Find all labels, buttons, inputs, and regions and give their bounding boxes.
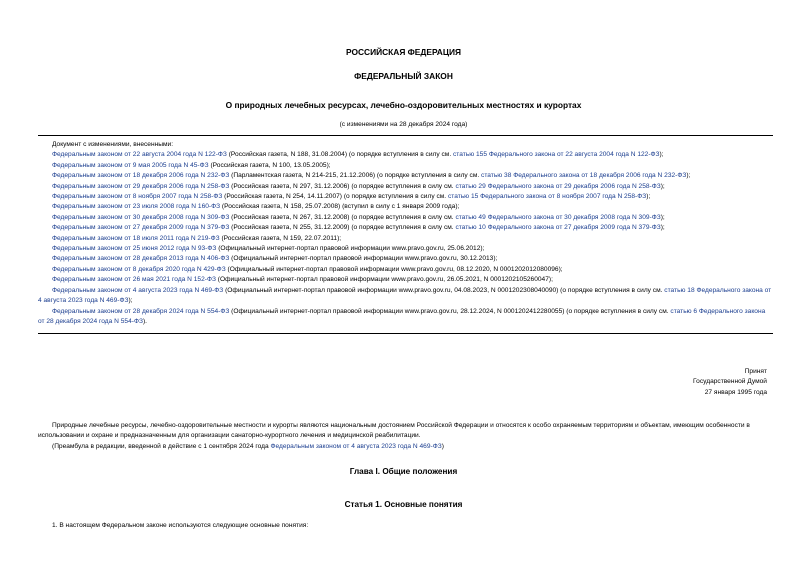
amendment-item <box>38 171 773 181</box>
amendment-article-link[interactable]: статью 49 Федерального закона от 30 декабря 2008 года N 309-ФЗ <box>455 213 661 221</box>
amendment-source: (Официальный интернет-портал правовой информации www.pravo.gov.ru, 28.12.2024, N 0001202412280055) (о порядке вступления в силу см. <box>229 307 671 315</box>
amendments-intro: Документ с изменениями, внесенными: <box>52 141 174 148</box>
amendment-tail: ); <box>660 224 665 232</box>
adoption-line-duma: Государственной Думой <box>693 378 767 386</box>
law-type-heading: ФЕДЕРАЛЬНЫЙ ЗАКОН <box>354 71 453 81</box>
preamble-note-suffix: ) <box>441 442 444 450</box>
preamble-note <box>38 442 773 452</box>
amendment-source: (Официальный интернет-портал правовой информации www.pravo.gov.ru, 04.08.2023, N 0001202308040090) (о порядке вступления в силу см. <box>223 286 665 294</box>
amendment-tail: ). <box>142 317 147 325</box>
law-title: О природных лечебных ресурсах, лечебно-оздоровительных местностях и курортах <box>225 100 582 110</box>
amendment-tail: ); <box>686 172 691 180</box>
amendment-source: (Официальный интернет-портал правовой информации www.pravo.gov.ru, 25.06.2012); <box>216 245 485 253</box>
amendment-item <box>38 213 773 223</box>
amendment-law-link[interactable]: Федеральным законом от 29 декабря 2006 года N 258-ФЗ <box>52 182 230 190</box>
adoption-line-accepted: Принят <box>744 368 767 375</box>
amendment-tail: ); <box>660 182 665 190</box>
amendment-law-link[interactable]: Федеральным законом от 8 ноября 2007 года N 258-ФЗ <box>52 193 223 201</box>
amendment-law-link[interactable]: Федеральным законом от 28 декабря 2013 года N 406-ФЗ <box>52 255 230 263</box>
amendment-source: (Российская газета, N 267, 31.12.2008) (о порядке вступления в силу см. <box>229 213 456 221</box>
amendment-tail: ); <box>659 151 664 159</box>
amendment-article-link[interactable]: статью 18 Федерального закона от 4 августа 2023 года N 469-ФЗ <box>38 286 772 305</box>
amendment-source: (Российская газета, N 159, 22.07.2011); <box>219 234 342 242</box>
amendments-list <box>38 150 773 327</box>
amendment-source: (Российская газета, N 254, 14.11.2007) (о порядке вступления в силу см. <box>222 193 448 201</box>
amendment-source: (Официальный интернет-портал правовой информации www.pravo.gov.ru, 30.12.2013); <box>229 255 498 263</box>
preamble-note-link[interactable]: Федеральным законом от 4 августа 2023 года N 469-ФЗ <box>270 442 442 450</box>
amendment-article-link[interactable]: статью 6 Федерального закона от 28 декабря 2024 года N 554-ФЗ <box>38 307 766 325</box>
amendment-law-link[interactable]: Федеральным законом от 4 августа 2023 года N 469-ФЗ <box>52 286 224 294</box>
amendment-tail: ); <box>660 213 665 221</box>
amendment-article-link[interactable]: статью 15 Федерального закона от 8 ноября 2007 года N 258-ФЗ <box>447 193 647 201</box>
amendment-law-link[interactable]: Федеральным законом от 8 декабря 2020 года N 429-ФЗ <box>52 265 226 273</box>
amendment-item <box>38 265 773 275</box>
adoption-info <box>693 367 767 398</box>
article-text: 1. В настоящем Федеральном законе используются следующие основные понятия: <box>52 522 309 529</box>
amendment-item <box>38 192 773 202</box>
preamble-note-prefix: (Преамбула в редакции, введенной в действие с 1 сентября 2024 года <box>52 442 271 450</box>
article-heading: Статья 1. Основные понятия <box>344 500 463 509</box>
amendment-item <box>38 234 773 244</box>
amendment-article-link[interactable]: статью 29 Федерального закона от 29 декабря 2006 года N 258-ФЗ <box>455 182 661 190</box>
amendment-article-link[interactable]: статью 155 Федерального закона от 22 августа 2004 года N 122-ФЗ <box>453 151 660 159</box>
amendment-source: (Официальный интернет-портал правовой информации www.pravo.gov.ru, 26.05.2021, N 0001202105260047); <box>215 276 553 284</box>
adoption-line-date: 27 января 1995 года <box>704 388 767 396</box>
amendment-item <box>38 202 773 212</box>
amendment-law-link[interactable]: Федеральным законом от 26 мая 2021 года N 152-ФЗ <box>52 276 216 284</box>
amendment-law-link[interactable]: Федеральным законом от 22 августа 2004 года N 122-ФЗ <box>52 151 227 159</box>
amendment-source: (Российская газета, N 255, 31.12.2009) (о порядке вступления в силу см. <box>229 224 456 232</box>
chapter-heading: Глава I. Общие положения <box>349 467 458 476</box>
amendment-source: (Парламентская газета, N 214-215, 21.12.2006) (о порядке вступления в силу см. <box>229 172 482 180</box>
amendment-source: (Российская газета, N 188, 31.08.2004) (о порядке вступления в силу см. <box>226 151 453 159</box>
amendment-item <box>38 223 773 233</box>
amendment-source: (Официальный интернет-портал правовой информации www.pravo.gov.ru, 08.12.2020, N 0001202012080096); <box>225 265 563 273</box>
country-heading: РОССИЙСКАЯ ФЕДЕРАЦИЯ <box>345 47 462 57</box>
amendment-item <box>38 161 773 171</box>
amendment-item <box>38 150 773 160</box>
amendment-tail: ); <box>646 193 651 201</box>
amendment-item <box>38 286 773 307</box>
amendment-item <box>38 307 773 328</box>
amendment-item <box>38 182 773 192</box>
amendment-law-link[interactable]: Федеральным законом от 30 декабря 2008 года N 309-ФЗ <box>52 213 230 221</box>
amendment-law-link[interactable]: Федеральным законом от 18 июля 2011 года N 219-ФЗ <box>52 234 220 242</box>
amendment-item <box>38 244 773 254</box>
amendment-law-link[interactable]: Федеральным законом от 25 июня 2012 года N 93-ФЗ <box>52 245 217 253</box>
amendment-article-link[interactable]: статью 10 Федерального закона от 27 декабря 2009 года N 379-ФЗ <box>455 224 661 232</box>
amendment-law-link[interactable]: Федеральным законом от 23 июля 2008 года N 160-ФЗ <box>52 203 221 211</box>
amendment-law-link[interactable]: Федеральным законом от 28 декабря 2024 года N 554-ФЗ <box>52 307 230 315</box>
amendment-article-link[interactable]: статью 38 Федерального закона от 18 декабря 2006 года N 232-ФЗ <box>481 172 687 180</box>
amendment-tail: ); <box>128 297 133 305</box>
preamble <box>38 421 773 452</box>
amendment-law-link[interactable]: Федеральным законом от 27 декабря 2009 года N 379-ФЗ <box>52 224 230 232</box>
amendment-law-link[interactable]: Федеральным законом от 9 мая 2005 года N 45-ФЗ <box>52 161 209 169</box>
amendment-item <box>38 275 773 285</box>
amendment-item <box>38 254 773 264</box>
amendment-source: (Российская газета, N 100, 13.05.2005); <box>208 161 331 169</box>
amendment-law-link[interactable]: Федеральным законом от 18 декабря 2006 года N 232-ФЗ <box>52 172 230 180</box>
edition-note: (с изменениями на 28 декабря 2024 года) <box>339 121 468 128</box>
amendment-source: (Российская газета, N 297, 31.12.2006) (о порядке вступления в силу см. <box>229 182 456 190</box>
preamble-text: Природные лечебные ресурсы, лечебно-оздоровительные местности и курорты являются национальным достоянием Российской Федерации и относятся к особо охраняемым территориям и объектам, имеющим особенности в использовании и охране и предназначенным для организации санаторно-курортного лечения и медицинской реабилитации. <box>38 422 750 440</box>
amendments-block <box>38 135 773 334</box>
amendment-source: (Российская газета, N 158, 25.07.2008) (вступил в силу с 1 января 2009 года); <box>220 203 460 211</box>
